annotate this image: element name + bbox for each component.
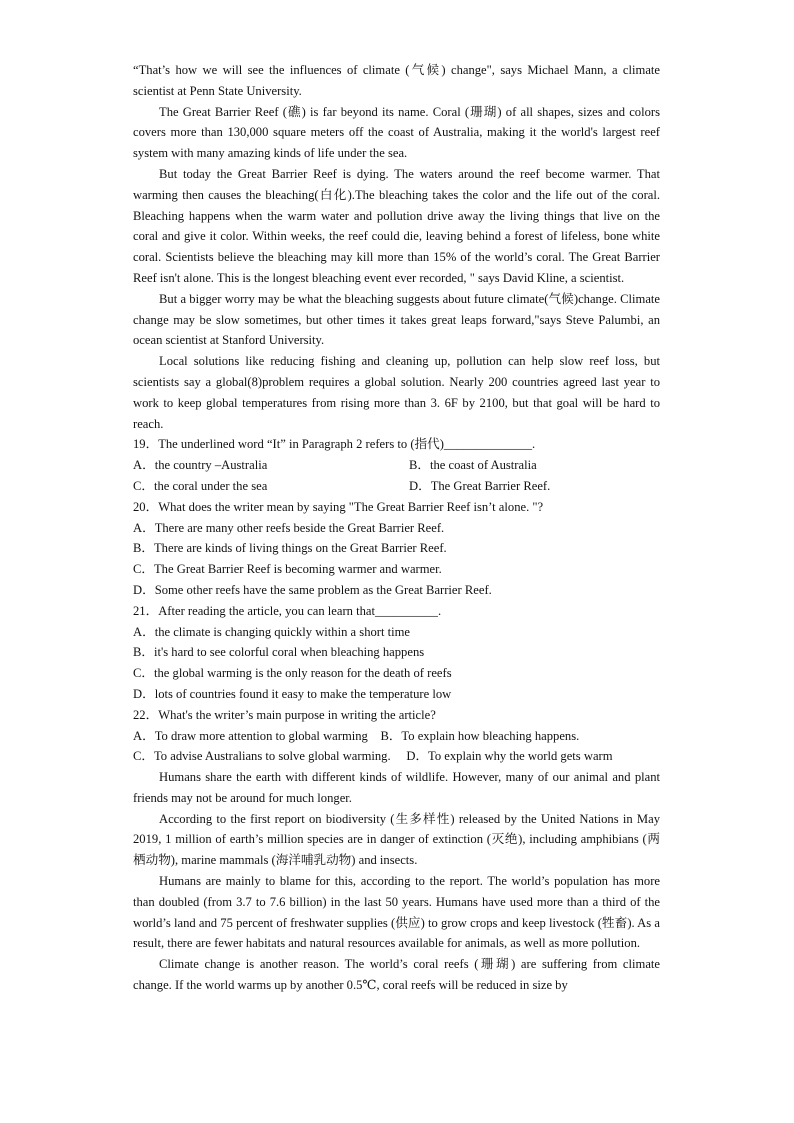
option-a: A．the climate is changing quickly within a short time (133, 624, 411, 639)
paragraph: According to the first report on biodiversity (生多样性) released by the United Nations in May 2019, 1 million of earth’s million species are in danger of extinction (灭绝), including amphibians (两栖动物), marine mammals (海洋哺乳动物) and insects. (133, 811, 660, 868)
option-c: C．the coral under the sea (133, 478, 268, 493)
option-a: A．the country –Australia (133, 458, 268, 473)
paragraph: The Great Barrier Reef (礁) is far beyond its name. Coral (珊瑚) of all shapes, sizes and colors covers more than 130,000 square meters off the coast of Australia, making it the world's largest reef system with many amazing kinds of life under the sea. (133, 104, 660, 161)
option-b: B．the coast of Australia (409, 458, 537, 473)
option-c-d: C．To advise Australians to solve global warming. D．To explain why the world gets warm (133, 749, 613, 764)
answer-blank: __________. (374, 603, 442, 618)
question-20: 20．What does the writer mean by saying "The Great Barrier Reef isn’t alone. "? (133, 499, 544, 514)
option-d: D．Some other reefs have the same problem as the Great Barrier Reef. (133, 582, 492, 597)
option-b: B．it's hard to see colorful coral when bleaching happens (133, 645, 425, 660)
option-row (133, 476, 660, 497)
question-22: 22．What's the writer’s main purpose in writing the article? (133, 707, 436, 722)
paragraph: Humans share the earth with different kinds of wildlife. However, many of our animal and plant friends may not be around for much longer. (133, 770, 660, 805)
option-d: D．The Great Barrier Reef. (409, 478, 551, 493)
paragraph: Climate change is another reason. The world’s coral reefs (珊瑚) are suffering from climate change. If the world warms up by another 0.5℃, coral reefs will be reduced in size by (133, 957, 660, 993)
option-d: D．lots of countries found it easy to make the temperature low (133, 686, 452, 701)
option-a-b: A．To draw more attention to global warming B．To explain how bleaching happens. (133, 728, 580, 743)
option-c: C．the global warming is the only reason for the death of reefs (133, 666, 452, 681)
question-21 (133, 601, 660, 622)
question-19 (133, 434, 660, 455)
option-a: A．There are many other reefs beside the Great Barrier Reef. (133, 520, 445, 535)
option-b: B．There are kinds of living things on the Great Barrier Reef. (133, 541, 447, 556)
question-stem: 21．After reading the article, you can learn that (133, 603, 375, 618)
document-page (133, 60, 660, 996)
answer-blank: ______________. (443, 437, 536, 452)
option-c: C．The Great Barrier Reef is becoming warmer and warmer. (133, 562, 442, 577)
paragraph: Local solutions like reducing fishing and cleaning up, pollution can help slow reef loss, but scientists say a global(8)problem requires a global solution. Nearly 200 countries agreed last year to work to keep global temperatures from rising more than 3. 6F by 2100, but that goal will be hard to reach. (133, 354, 660, 431)
option-row (133, 455, 660, 476)
paragraph: Humans are mainly to blame for this, according to the report. The world’s population has more than doubled (from 3.7 to 7.6 billion) in the last 50 years. Humans have used more than a third of the world’s land and 75 percent of freshwater supplies (供应) to grow crops and keep livestock (牲畜). As a result, there are fewer habitats and natural resources available for animals, as well as more pollution. (133, 874, 660, 951)
paragraph: “That’s how we will see the influences of climate (气候) change", says Michael Mann, a climate scientist at Penn State University. (133, 63, 660, 98)
paragraph: But a bigger worry may be what the bleaching suggests about future climate(气候)change. Climate change may be slow sometimes, but other times it takes great leaps forward,"says Steve Palumbi, an ocean scientist at Stanford University. (133, 291, 660, 348)
paragraph: But today the Great Barrier Reef is dying. The waters around the reef become warmer. That warming then causes the bleaching(白化).The bleaching takes the color and the life out of the coral. Bleaching happens when the warm water and pollution drive away the living things that live on the coral and give it color. Within weeks, the reef could die, leaving behind a forest of lifeless, bone white coral. Scientists believe the bleaching may kill more than 15% of the world’s coral. The Great Barrier Reef isn't alone. This is the longest bleaching event ever recorded, " says David Kline, a scientist. (133, 166, 660, 285)
question-stem: 19．The underlined word “It” in Paragraph 2 refers to (指代) (133, 437, 444, 452)
